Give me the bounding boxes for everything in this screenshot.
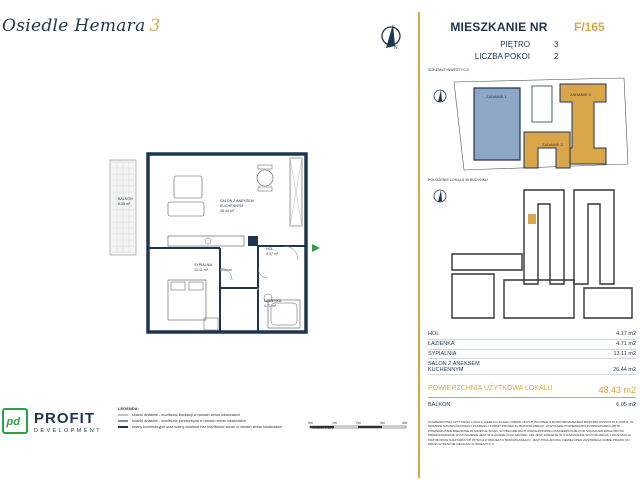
svg-text:pd: pd [6,416,20,429]
zadanie-3-label: ZADANIE 3 [570,92,591,97]
rooms-label: LICZBA POKOI [474,52,530,61]
label-sypialnia-2: 13.11 m² [194,268,208,272]
total-area-value: 48.43 m2 [598,385,636,396]
label-hol-1: HOL [266,247,274,251]
total-area-label: POWIERZCHNIA UŻYTKOWA LOKALU [428,385,553,393]
legend-swatch [118,420,128,422]
area-row-hol [428,330,636,340]
osiedle-number: 3 [149,16,161,36]
legend-swatch [118,414,128,416]
unit-number: F/165 [574,20,605,34]
north-compass-icon [380,22,404,52]
rooms-value: 2 [554,52,559,61]
building-position-map [424,184,640,324]
legend-item [118,413,308,417]
label-hol-2: 4.17 m² [266,252,279,256]
zadanie-2-label: ZADANIE 2 [542,142,563,147]
legend-text: ścianki działowe - możliwość likwidacji w ramach zmian lokatorskich [132,413,241,417]
developer-mark-icon [2,408,28,434]
label-salon-3: 26.44 m² [220,209,235,213]
scale-tick: 0m [308,421,313,425]
label-lazienka-2: 4.71 m² [264,304,277,308]
area-name: SYPIALNIA [428,350,457,357]
legend-item [118,425,308,429]
rooms-row [428,52,638,61]
balcony-area [110,160,136,255]
zadanie-2-building [524,132,570,168]
zadanie-1-label: ZADANIE 1 [486,94,507,99]
legend-title: LEGENDA: [118,406,139,411]
developer-sub: DEVELOPMENT [34,428,102,434]
floor-plan [108,150,323,340]
scale-tick: 2m [356,421,361,425]
legend [118,406,308,429]
scale-caption: SKALA 1:100 [312,426,334,430]
fine-print: POWIERZCHNIA UŻYTKOWA LOKALU WEDŁUG ZASAD OKREŚLONYCH ZGODNIE Z ROZPORZĄDZENIEM MINISTRA ROZWOJU Z 2006 R. W SPRAWIE SZCZEGÓŁOWEGO ZAKRESU I FORMY PROJEKTU BUDOWLANEGO. W WYKAZIE POWIERZCHNI POMIESZCZEŃ UJĘTO POWIERZCHNIE MIERZONE W ŚWIETLE ŚCIAN. W OBLICZENIACH UWZGLĘDNIONO POWIERZCHNIE POD ŚCIANKAMI DZIAŁOWYMI. PRZEDSTAWIONE WYPOSAŻENIE JEST WYŁĄCZNIE POGLĄDOWE I NIE JEST ZAWARTE W STANDARDZIE WYKOŃCZENIA. LOKALIZACJA PRZYBORÓW SANITARNYCH WYNIKA Z PROJEKTU BUDOWLANEGO I JEST POGLĄDOWA. DEWELOPER ZASTRZEGA SOBIE PRAWO DO ZMIAN W TRAKCIE REALIZACJI INWESTYCJI. [428,420,634,447]
label-lazienka-1: ŁAZIENKA [264,299,282,303]
area-value: 26.44 m2 [613,366,636,373]
area-row-salon [428,359,636,375]
position-label: POŁOŻENIE LOKALU W BUDYNKU [428,178,488,182]
area-value: 4.17 m2 [616,331,636,338]
scale-tick: 3m [380,421,385,425]
area-table [428,330,636,408]
entrance-arrow-icon [312,244,320,252]
legend-swatch [118,426,128,428]
label-balkon-2: 6.05 m² [118,202,131,206]
floor-label: PIĘTRO [500,40,530,49]
total-area-row [428,385,636,398]
unit-position-marker [528,214,536,224]
osiedle-logo [2,16,161,36]
svg-text:N: N [394,45,398,51]
info-panel [418,12,640,478]
label-salon-2: KUCHENNYM [220,204,244,208]
area-name: ŁAZIENKA [428,341,455,348]
scale-tick: 4m [402,421,407,425]
label-balkon-1: BALKON [118,197,133,201]
label-salon-1: SALON Z ANEKSEM [220,199,254,203]
area-value: 4.71 m2 [616,341,636,348]
area-value: 13.11 m2 [613,350,636,357]
scale-tick: 1m [332,421,337,425]
legend-text: ściany konstrukcyjne oraz ściany działowe bez możliwości zmian w ramach zmian lokatorskich [132,425,283,429]
unit-header [428,20,638,61]
legend-item [118,419,308,423]
area-row-lazienka [428,340,636,350]
area-name: SALON Z ANEKSEM KUCHENNYM [428,360,480,373]
balcony-row [428,398,636,408]
floor-value: 3 [554,40,559,49]
label-sypialnia-1: SYPIALNIA [194,263,213,267]
osiedle-name: Osiedle Hemara [2,16,146,36]
unit-title: MIESZKANIE NR [450,20,548,34]
balcony-value: 6.05 m2 [616,402,636,409]
legend-text: ścianki działowe - możliwość przesunięcia w ramach zmian lokatorskich [132,419,247,423]
area-name: HOL [428,331,440,338]
developer-name: PROFIT [34,410,95,427]
site-scheme-label: SCHEMAT INWESTYCJI [428,68,469,72]
balcony-label: BALKON [428,402,451,409]
site-scheme-map [424,74,640,174]
area-row-sypialnia [428,350,636,360]
floor-row [428,40,638,49]
